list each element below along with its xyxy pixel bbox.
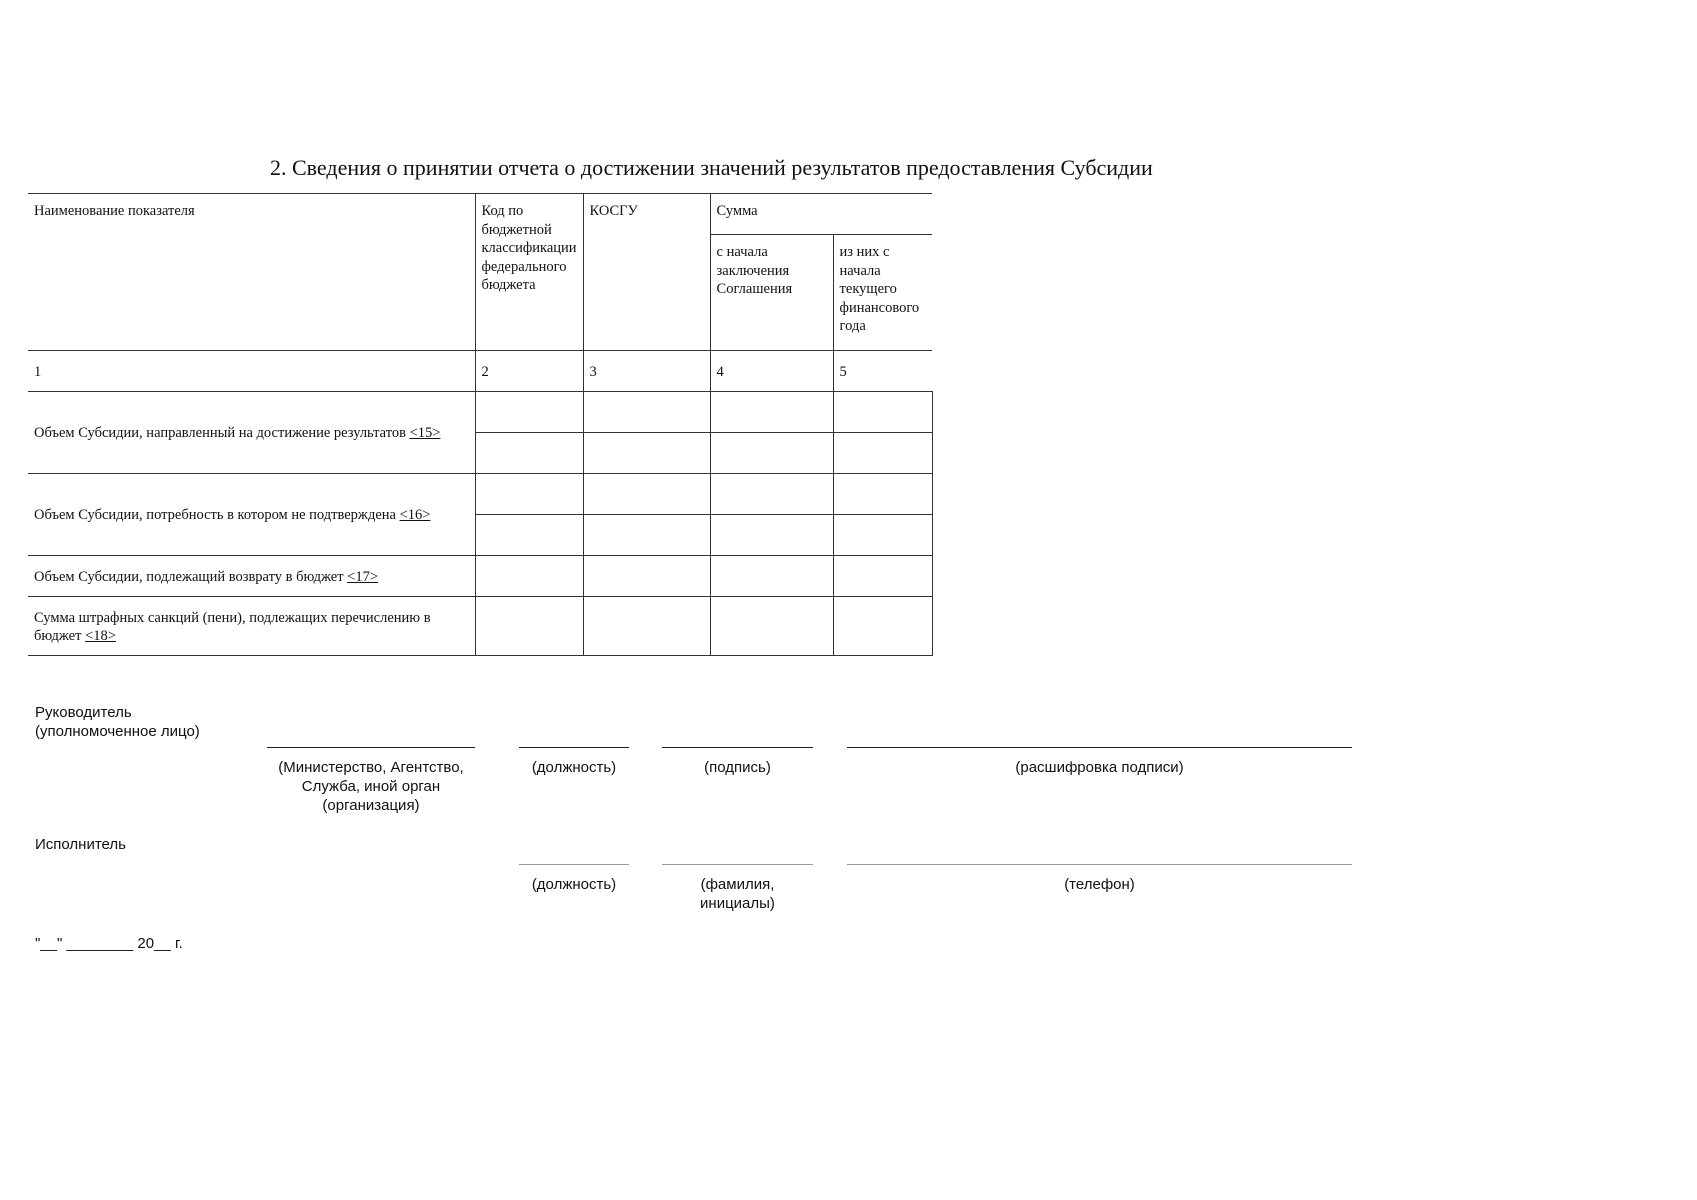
data-cell[interactable] (583, 392, 710, 433)
row-label-2 (28, 474, 475, 556)
footnote-link-16[interactable]: <16> (399, 507, 431, 524)
data-cell[interactable] (475, 597, 583, 656)
footnote-link-17[interactable]: <17> (347, 568, 379, 585)
data-cell[interactable] (475, 392, 583, 433)
header-sum: Сумма (710, 194, 932, 235)
column-number-cell: 3 (583, 351, 710, 392)
table-row (28, 597, 932, 656)
table-row (28, 392, 932, 433)
data-cell[interactable] (710, 515, 833, 556)
column-number-cell: 2 (475, 351, 583, 392)
decoding-caption: (расшифровка подписи) (1015, 759, 1184, 776)
row-label-text: Сумма штрафных санкций (пени), подлежащих перечислению в бюджет (34, 609, 431, 644)
column-number-cell: 1 (28, 351, 475, 392)
section-title: 2. Сведения о принятии отчета о достижении значений результатов предоставления Субсидии (270, 155, 1153, 180)
data-cell[interactable] (583, 556, 710, 597)
row-label-text: Объем Субсидии, потребность в котором не подтверждена (34, 507, 396, 524)
executor-phone-caption: (телефон) (1064, 876, 1135, 893)
data-cell[interactable] (475, 515, 583, 556)
data-cell[interactable] (583, 474, 710, 515)
table-row (28, 556, 932, 597)
executor-name-caption: (фамилия, инициалы) (700, 876, 775, 912)
head-label: Руководитель (уполномоченное лицо) (35, 704, 200, 740)
org-caption: (Министерство, Агентство, Служба, иной орган (организация) (278, 759, 464, 814)
report-table (28, 193, 933, 656)
data-cell[interactable] (475, 474, 583, 515)
table-row (28, 474, 932, 515)
data-cell[interactable] (583, 597, 710, 656)
date-line: "__" ________ 20__ г. (35, 935, 183, 952)
position-signature-line[interactable] (519, 747, 629, 748)
decoding-signature-line[interactable] (847, 747, 1352, 748)
row-label-4 (28, 597, 475, 656)
data-cell[interactable] (833, 392, 932, 433)
data-cell[interactable] (710, 597, 833, 656)
data-cell[interactable] (833, 515, 932, 556)
column-number-cell: 4 (710, 351, 833, 392)
data-cell[interactable] (833, 433, 932, 474)
header-kosgu: КОСГУ (583, 194, 710, 351)
data-cell[interactable] (475, 556, 583, 597)
footnote-link-15[interactable]: <15> (409, 425, 441, 442)
data-cell[interactable] (583, 515, 710, 556)
data-cell[interactable] (833, 597, 932, 656)
header-name: Наименование показателя (28, 194, 475, 351)
column-number-cell: 5 (833, 351, 932, 392)
executor-name-line[interactable] (662, 864, 813, 865)
signature-line[interactable] (662, 747, 813, 748)
executor-phone-line[interactable] (847, 864, 1352, 865)
position-caption: (должность) (531, 759, 617, 776)
data-cell[interactable] (710, 556, 833, 597)
data-cell[interactable] (833, 556, 932, 597)
header-from-start: с начала заключения Соглашения (710, 235, 833, 351)
org-signature-line[interactable] (267, 747, 475, 748)
header-current-year: из них с начала текущего финансового года (833, 235, 932, 351)
data-cell[interactable] (710, 474, 833, 515)
header-kbk: Код по бюджетной классификации федерального бюджета (475, 194, 583, 351)
column-numbers-row (28, 351, 932, 392)
row-label-text: Объем Субсидии, подлежащий возврату в бюджет (34, 568, 344, 585)
data-cell[interactable] (475, 433, 583, 474)
signature-caption: (подпись) (704, 759, 771, 776)
data-cell[interactable] (583, 433, 710, 474)
row-label-3 (28, 556, 475, 597)
row-label-text: Объем Субсидии, направленный на достижение результатов (34, 425, 406, 442)
data-cell[interactable] (833, 474, 932, 515)
executor-position-caption: (должность) (531, 876, 617, 893)
executor-position-line[interactable] (519, 864, 629, 865)
table-header-row (28, 194, 932, 235)
data-cell[interactable] (710, 433, 833, 474)
row-label-1 (28, 392, 475, 474)
data-cell[interactable] (710, 392, 833, 433)
footnote-link-18[interactable]: <18> (85, 628, 116, 644)
executor-label: Исполнитель (35, 836, 126, 853)
